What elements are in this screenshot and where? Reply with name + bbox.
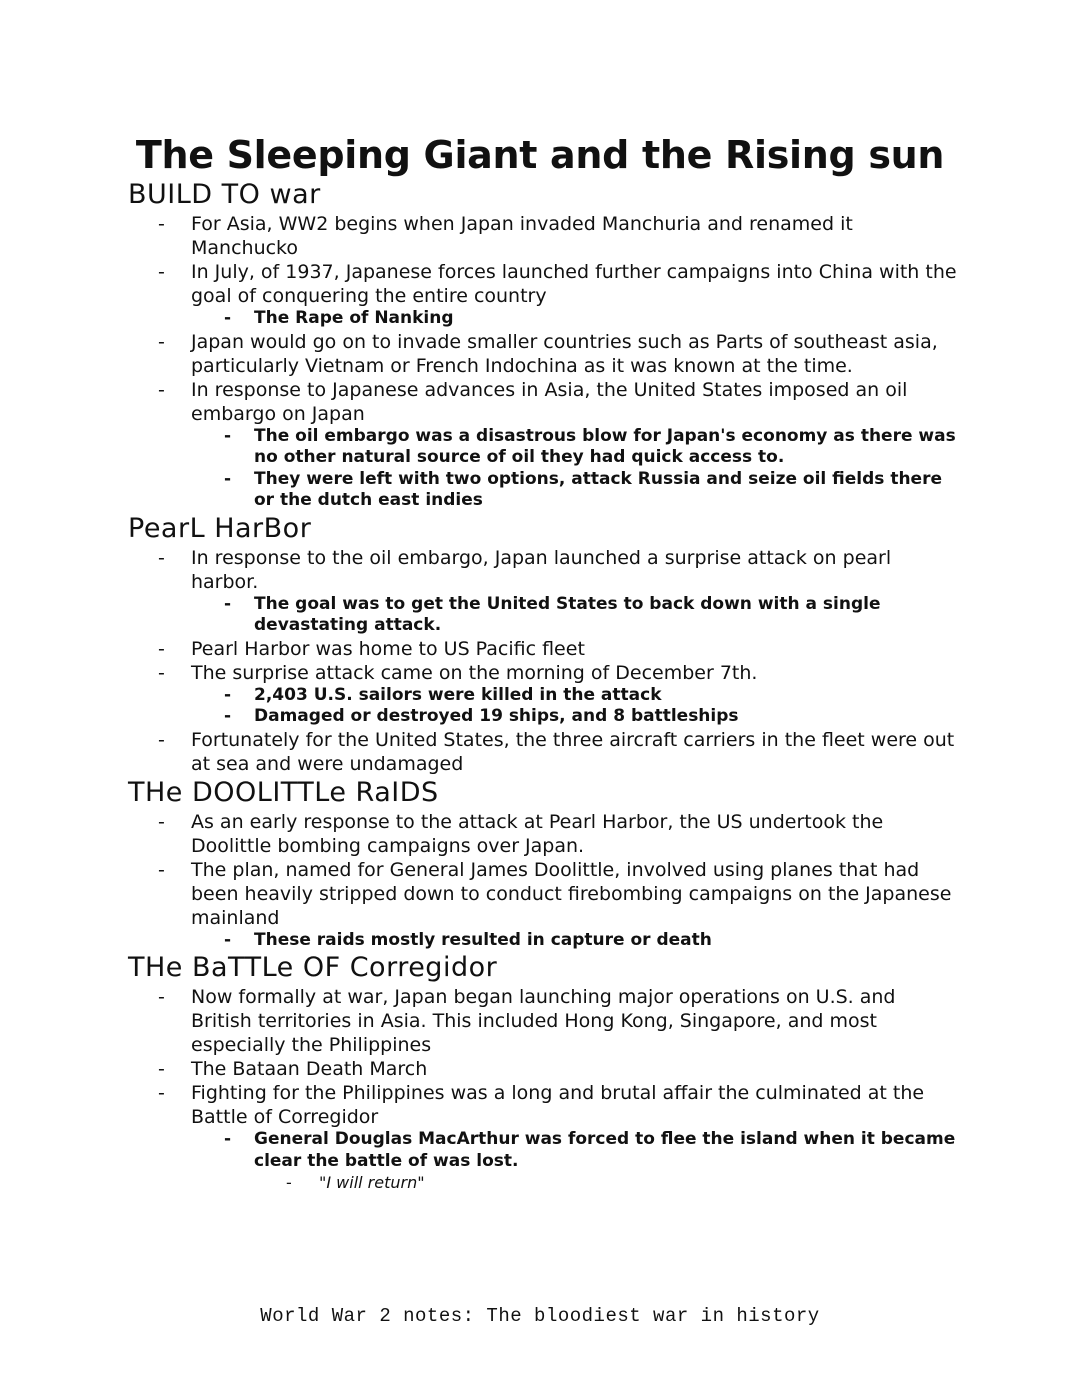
quote-text: "I will return" [319,1173,425,1192]
bullet-text: The surprise attack came on the morning of December 7th. [191,661,758,684]
bullet-text: In response to Japanese advances in Asia, the United States imposed an oil embargo on Japan [191,378,908,425]
bullet-item [128,330,958,378]
bullet-item [128,260,958,330]
bullet-item [128,637,958,661]
notes-body [128,178,958,1193]
bullet-item [128,858,958,952]
bullet-list [128,212,958,512]
document-title: The Sleeping Giant and the Rising sun [135,133,945,177]
bullet-item [128,546,958,637]
sub-bullet-text: 2,403 U.S. sailors were killed in the attack [254,684,662,705]
sub-bullet-list [191,930,958,952]
sub-bullet-text: These raids mostly resulted in capture or death [254,929,712,950]
section-heading: PearL HarBor [128,512,312,544]
sub-bullet-item [191,469,958,512]
bullet-text: Fighting for the Philippines was a long and brutal affair the culminated at the Battle of Corregidor [191,1082,925,1128]
bullet-text: Fortunately for the United States, the three aircraft carriers in the fleet were out at sea and were undamaged [191,728,955,775]
sub-bullet-item [191,1129,958,1193]
sub-bullet-text: The oil embargo was a disastrous blow for Japan's economy as there was no other natural source of oil they had quick access to. [254,425,956,467]
bullet-item [128,378,958,512]
bullet-item [128,728,958,776]
sub-bullet-item [191,426,958,469]
bullet-text: As an early response to the attack at Pearl Harbor, the US undertook the Doolittle bombing campaigns over Japan. [191,810,884,857]
bullet-text: The plan, named for General James Doolittle, involved using planes that had been heavily stripped down to conduct firebombing campaigns on the Japanese mainland [191,858,952,929]
sub-bullet-text: They were left with two options, attack Russia and seize oil fields there or the dutch east indies [254,468,942,510]
bullet-list [128,985,958,1193]
page-footer: World War 2 notes: The bloodiest war in history [260,1305,820,1327]
bullet-text: Now formally at war, Japan began launching major operations on U.S. and British territories in Asia. This included Hong Kong, Singapore, and most especially the Philippines [191,986,896,1056]
sub-bullet-list [191,426,958,512]
quote-item [254,1172,958,1193]
bullet-list [128,546,958,776]
sub-bullet-item [191,594,958,637]
sub-bullet-text: General Douglas MacArthur was forced to flee the island when it became clear the battle of was lost. [254,1129,956,1171]
bullet-item [128,1081,958,1193]
bullet-text: Japan would go on to invade smaller countries such as Parts of southeast asia, particularly Vietnam or French Indochina as it was known at the time. [191,330,938,377]
sub-bullet-item [191,706,958,728]
sub-bullet-text: Damaged or destroyed 19 ships, and 8 battleships [254,706,739,726]
bullet-item [128,661,958,728]
bullet-item [128,212,958,260]
sub-bullet-list [191,308,958,330]
section [128,178,958,512]
section-heading: THe BaTTLe OF Corregidor [128,952,498,983]
bullet-item [128,810,958,858]
sub-sub-bullet-list [254,1172,958,1193]
sub-bullet-item [191,930,958,952]
section-heading: THe DOOLITTLe RaIDS [128,776,439,808]
bullet-text: In July, of 1937, Japanese forces launched further campaigns into China with the goal of conquering the entire country [191,261,957,307]
sub-bullet-text: The Rape of Nanking [254,308,454,328]
bullet-text: In response to the oil embargo, Japan launched a surprise attack on pearl harbor. [191,546,892,593]
sub-bullet-text: The goal was to get the United States to back down with a single devastating attack. [254,593,881,635]
section [128,512,958,776]
bullet-text: For Asia, WW2 begins when Japan invaded Manchuria and renamed it Manchucko [191,213,853,259]
sub-bullet-list [191,685,958,728]
bullet-list [128,810,958,952]
bullet-item [128,1057,958,1081]
section [128,951,958,1193]
sub-bullet-item [191,685,958,707]
bullet-text: Pearl Harbor was home to US Pacific fleet [191,637,585,660]
section [128,776,958,952]
bullet-text: The Bataan Death March [191,1058,428,1080]
section-heading: BUILD TO war [128,179,321,210]
sub-bullet-list [191,594,958,637]
bullet-item [128,985,958,1057]
sub-bullet-list [191,1129,958,1193]
sub-bullet-item [191,308,958,330]
